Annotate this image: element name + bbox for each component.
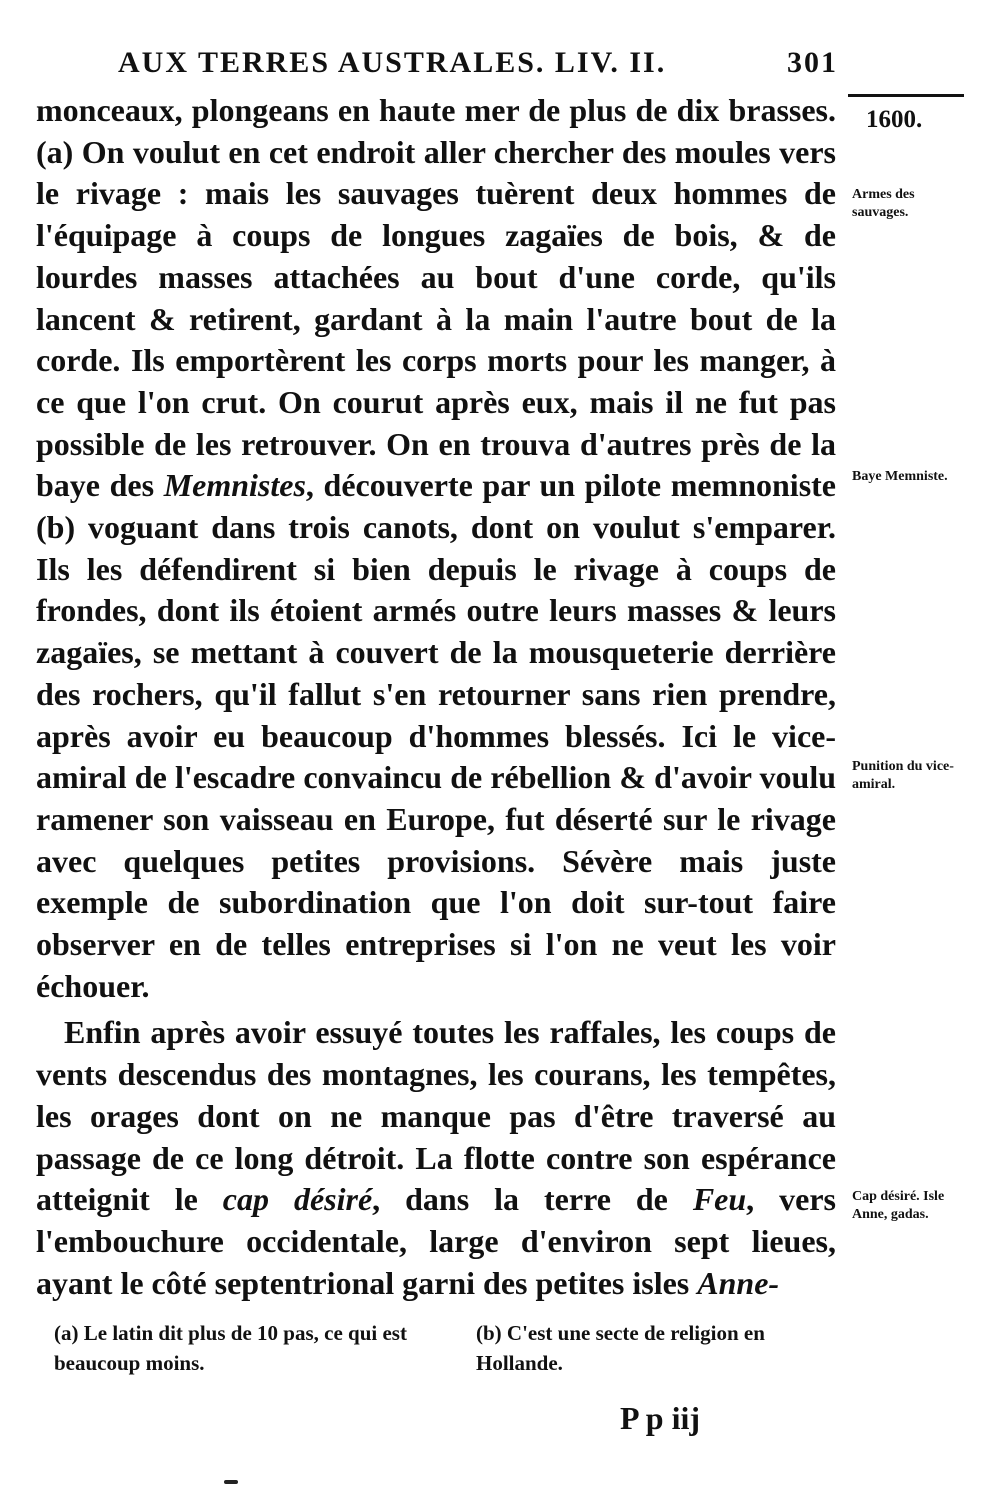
signature-mark: P p iij [620, 1400, 701, 1436]
anne-italic: Anne- [697, 1264, 780, 1301]
feu-italic: Feu [692, 1181, 747, 1218]
running-head [118, 46, 838, 86]
ink-blot [224, 1480, 238, 1484]
margin-note-baye: Baye Memniste. [852, 469, 948, 484]
footnote-b: (b) C'est une secte de religion en Hollande. [476, 1321, 765, 1375]
year-rule [848, 94, 964, 97]
footnotes [36, 1318, 846, 1388]
running-head-title: AUX TERRES AUSTRALES. LIV. II. [118, 46, 667, 79]
margin-year: 1600. [866, 106, 923, 133]
paragraph-1: monceaux, plongeans en haute mer de plus de dix brasses. (a) On voulut en cet endroit aller chercher des moules vers le rivage : mais les sauvages tuèrent deux hommes de l'équipage à coups de longues zagaïes de bois, & de lourdes masses attachées au bout d'une corde, qu'ils lancent & retirent, gardant à la main l'autre bout de la corde. Ils emportèrent les corps morts pour les manger, à ce que l'on crut. On courut après eux, mais il ne fut pas possible de les retrouver. On en trouva d'autres près de la baye des Memnistes, découverte par un pilote memnoniste (b) voguant dans trois canots, dont on voulut s'emparer. Ils les défendirent si bien depuis le rivage à coups de frondes, dont ils étoient armés outre leurs masses & leurs zagaïes, se mettant à couvert de la mousqueterie derrière des rochers, qu'il fallut s'en retourner sans rien prendre, après avoir eu beaucoup d'hommes blessés. Ici le vice-amiral de l'escadre convaincu de rébellion & d'avoir voulu ramener son vaisseau en Europe, fut déserté sur le rivage avec quelques petites provisions. Sévère mais juste exemple de subordination que l'on doit sur-tout faire observer en de telles entreprises si l'on ne veut les voir échouer. [36, 92, 837, 1004]
page-number: 301 [787, 46, 838, 79]
memnistes-italic: Memnistes [163, 467, 306, 504]
margin-note-cap: Cap désiré. Isle Anne, gadas. [852, 1189, 945, 1222]
margin-note-armes: Armes des sauvages. [852, 187, 915, 220]
paragraph-2: Enfin après avoir essuyé toutes les raffales, les coups de vents descendus des montagnes, les courans, les tempêtes, les orages dont on ne manque pas d'être traversé au passage de ce long détroit. La flotte contre son espérance atteignit le cap désiré, dans la terre de Feu, vers l'embouchure occidentale, large d'environ sept lieues, ayant le côté septentrional garni des petites isles Anne- [36, 1014, 836, 1301]
body-text [36, 90, 836, 1304]
cap-desire-italic: cap désiré [222, 1181, 373, 1218]
margin-note-punition: Punition du vice-amiral. [852, 759, 954, 792]
footnote-a: (a) Le latin dit plus de 10 pas, ce qui est beaucoup moins. [54, 1321, 407, 1375]
